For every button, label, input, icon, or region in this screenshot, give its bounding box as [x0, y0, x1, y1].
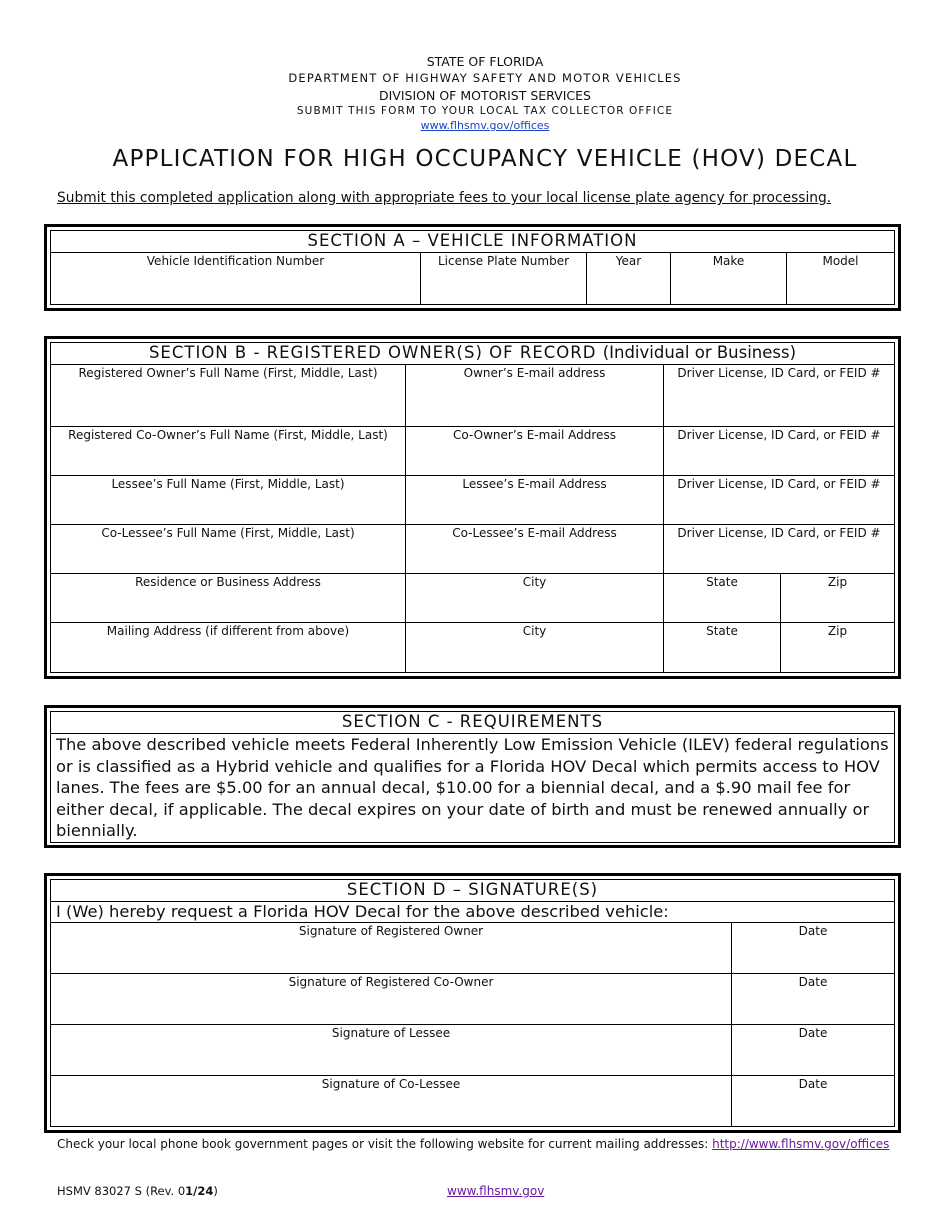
request-statement: I (We) hereby request a Florida HOV Decal for the above described vehicle: — [51, 902, 895, 923]
make-label: Make — [712, 254, 745, 268]
section-d-table — [50, 879, 895, 1127]
lessee-name-label: Lessee’s Full Name (First, Middle, Last) — [111, 477, 345, 491]
co-owner-dl-field[interactable] — [664, 427, 895, 476]
footer-offices-link[interactable]: http://www.flhsmv.gov/offices — [712, 1137, 890, 1151]
header-division: DIVISION OF MOTORIST SERVICES — [379, 88, 591, 103]
form-number — [57, 1184, 218, 1198]
form-number-bold: 1/24 — [185, 1184, 214, 1198]
vin-label: Vehicle Identification Number — [146, 254, 325, 268]
owner-signature-label: Signature of Registered Owner — [298, 924, 484, 938]
header-submit-note: SUBMIT THIS FORM TO YOUR LOCAL TAX COLLECTOR OFFICE — [296, 105, 674, 117]
section-a-heading: SECTION A – VEHICLE INFORMATION — [51, 231, 895, 253]
mailing-state-label: State — [706, 624, 738, 638]
footer-note-text: Check your local phone book government pages or visit the following website for current mailing addresses: — [57, 1137, 709, 1151]
section-b-box — [44, 336, 901, 679]
mailing-city-label: City — [522, 624, 547, 638]
co-owner-signature-label: Signature of Registered Co-Owner — [288, 975, 494, 989]
section-c-heading: SECTION C - REQUIREMENTS — [51, 712, 895, 734]
owner-email-field[interactable] — [406, 365, 664, 427]
page-title: APPLICATION FOR HIGH OCCUPANCY VEHICLE (HOV) DECAL — [112, 146, 858, 172]
lessee-email-field[interactable] — [406, 476, 664, 525]
residence-city-label: City — [522, 575, 547, 589]
co-owner-date-label: Date — [798, 975, 828, 989]
requirements-text: The above described vehicle meets Federal Inherently Low Emission Vehicle (ILEV) federal regulations or is classified as a Hybrid vehicle and qualifies for a Florida HOV Decal which permits access to HOV lanes. The fees are $5.00 for an annual decal, $10.00 for a biennial decal, and a $.90 mail fee for either decal, if applicable. The decal expires on your date of birth and must be renewed annually or biennially. — [51, 734, 895, 843]
section-c-table — [50, 711, 895, 843]
owner-date-label: Date — [798, 924, 828, 938]
owner-email-label: Owner’s E-mail address — [463, 366, 606, 380]
owner-name-label: Registered Owner’s Full Name (First, Middle, Last) — [78, 366, 378, 380]
co-lessee-dl-field[interactable] — [664, 525, 895, 574]
owner-signature-field[interactable] — [51, 923, 732, 974]
co-lessee-name-field[interactable] — [51, 525, 406, 574]
lessee-dl-label: Driver License, ID Card, or FEID # — [677, 477, 881, 491]
mailing-address-label: Mailing Address (if different from above) — [106, 624, 350, 638]
co-owner-email-label: Co-Owner’s E-mail Address — [453, 428, 616, 442]
license-plate-label: License Plate Number — [437, 254, 570, 268]
mailing-address-field[interactable] — [51, 623, 406, 673]
residence-zip-label: Zip — [827, 575, 848, 589]
co-owner-email-field[interactable] — [406, 427, 664, 476]
year-field[interactable] — [587, 253, 671, 305]
residence-city-field[interactable] — [406, 574, 664, 623]
co-owner-signature-field[interactable] — [51, 974, 732, 1025]
section-d-box — [44, 873, 901, 1133]
section-c-box — [44, 705, 901, 848]
section-a-table — [50, 230, 895, 305]
form-number-prefix: HSMV 83027 S (Rev. 0 — [57, 1184, 186, 1198]
lessee-signature-label: Signature of Lessee — [331, 1026, 451, 1040]
header-url-wrap — [0, 120, 950, 131]
lessee-date-label: Date — [798, 1026, 828, 1040]
vin-field[interactable] — [51, 253, 421, 305]
make-field[interactable] — [671, 253, 787, 305]
co-lessee-name-label: Co-Lessee’s Full Name (First, Middle, Last) — [101, 526, 355, 540]
header-department: DEPARTMENT OF HIGHWAY SAFETY AND MOTOR VEHICLES — [288, 71, 682, 85]
section-b-heading-main: SECTION B - REGISTERED OWNER(S) OF RECORD — [148, 343, 597, 363]
header-url-link[interactable]: www.flhsmv.gov/offices — [420, 119, 550, 132]
year-label: Year — [615, 254, 642, 268]
co-lessee-date-label: Date — [798, 1077, 828, 1091]
residence-state-label: State — [706, 575, 738, 589]
owner-name-field[interactable] — [51, 365, 406, 427]
lessee-signature-field[interactable] — [51, 1025, 732, 1076]
residence-state-field[interactable] — [664, 574, 781, 623]
mailing-state-field[interactable] — [664, 623, 781, 673]
co-lessee-signature-label: Signature of Co-Lessee — [321, 1077, 461, 1091]
residence-address-label: Residence or Business Address — [135, 575, 321, 589]
residence-address-field[interactable] — [51, 574, 406, 623]
mailing-zip-field[interactable] — [781, 623, 895, 673]
co-lessee-date-field[interactable] — [732, 1076, 895, 1127]
co-owner-name-label: Registered Co-Owner’s Full Name (First, Middle, Last) — [68, 428, 388, 442]
co-owner-date-field[interactable] — [732, 974, 895, 1025]
footer-site-link[interactable]: www.flhsmv.gov — [447, 1184, 545, 1198]
footer-note — [57, 1137, 889, 1151]
header-state: STATE OF FLORIDA — [426, 54, 544, 69]
mailing-zip-label: Zip — [827, 624, 848, 638]
residence-zip-field[interactable] — [781, 574, 895, 623]
section-b-table — [50, 342, 895, 673]
co-owner-dl-label: Driver License, ID Card, or FEID # — [677, 428, 881, 442]
model-field[interactable] — [787, 253, 895, 305]
lessee-date-field[interactable] — [732, 1025, 895, 1076]
mailing-city-field[interactable] — [406, 623, 664, 673]
owner-dl-field[interactable] — [664, 365, 895, 427]
lessee-dl-field[interactable] — [664, 476, 895, 525]
lessee-email-label: Lessee’s E-mail Address — [462, 477, 607, 491]
section-a-box — [44, 224, 901, 311]
owner-date-field[interactable] — [732, 923, 895, 974]
co-lessee-signature-field[interactable] — [51, 1076, 732, 1127]
form-number-suffix: ) — [213, 1184, 218, 1198]
co-lessee-dl-label: Driver License, ID Card, or FEID # — [677, 526, 881, 540]
section-b-heading-sub: (Individual or Business) — [602, 343, 797, 363]
co-owner-name-field[interactable] — [51, 427, 406, 476]
owner-dl-label: Driver License, ID Card, or FEID # — [677, 366, 881, 380]
co-lessee-email-label: Co-Lessee’s E-mail Address — [452, 526, 617, 540]
license-plate-field[interactable] — [421, 253, 587, 305]
instruction-text: Submit this completed application along with appropriate fees to your local license plate agency for processing. — [57, 190, 832, 206]
co-lessee-email-field[interactable] — [406, 525, 664, 574]
section-b-heading — [51, 343, 895, 365]
section-d-heading: SECTION D – SIGNATURE(S) — [51, 880, 895, 902]
model-label: Model — [822, 254, 859, 268]
lessee-name-field[interactable] — [51, 476, 406, 525]
